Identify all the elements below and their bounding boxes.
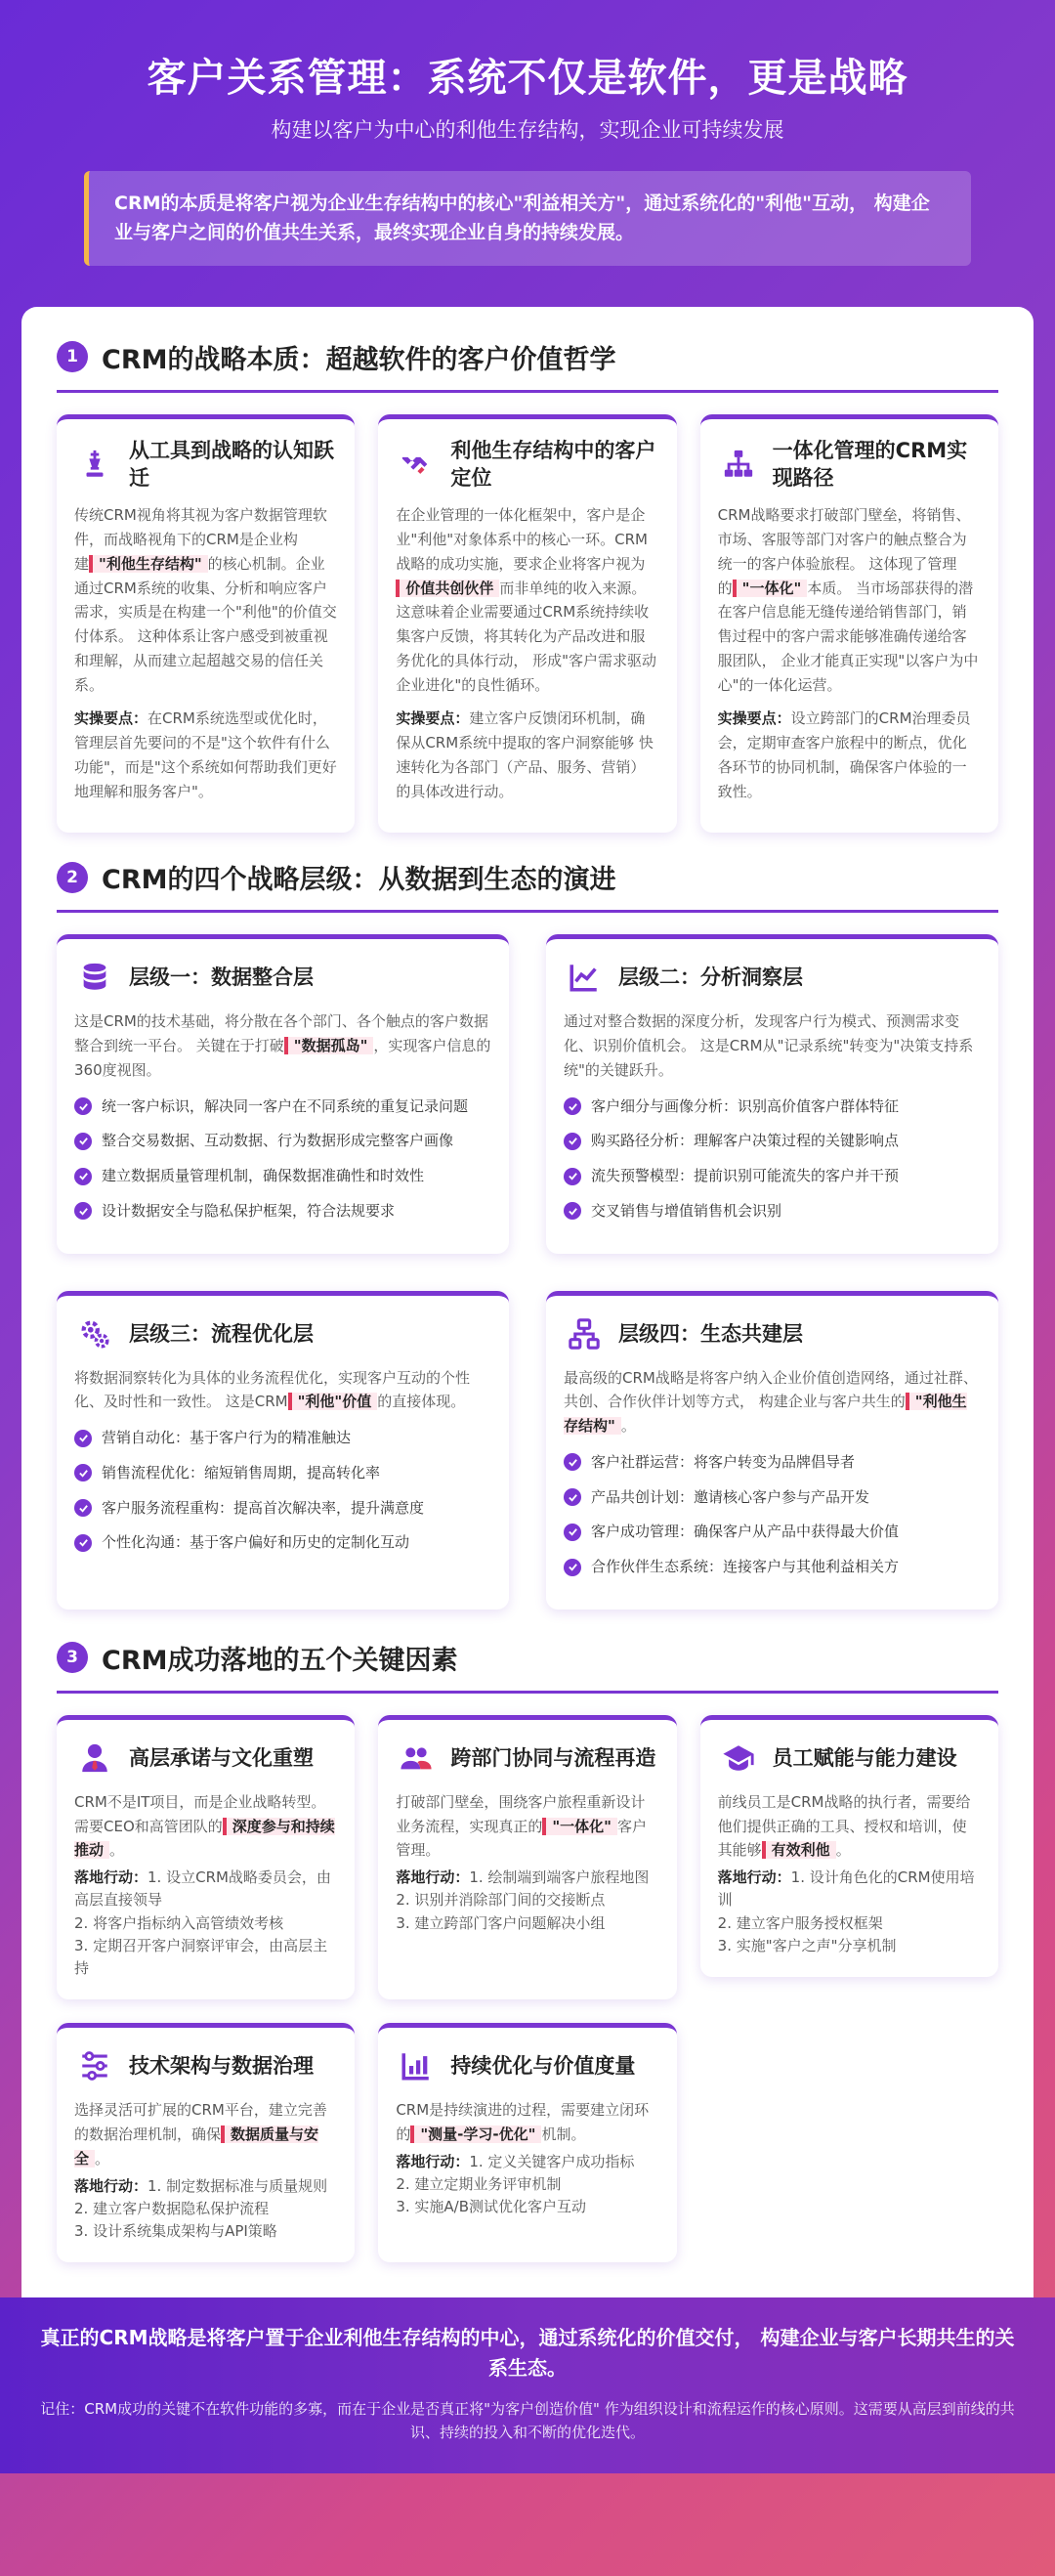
footer-headline: 真正的CRM战略是将客户置于企业利他生存结构的中心，通过系统化的价值交付， 构建企业与客户长期共生的关系生态。 <box>40 2326 1015 2381</box>
section-heading: CRM成功落地的五个关键因素 <box>102 1645 458 1676</box>
card-title: 层级四：生态共建层 <box>618 1321 803 1346</box>
key-point: 实操要点：设立跨部门的CRM治理委员会，定期审查客户旅程中的断点，优化各环节的协同机制，确保客户体验的一致性。 <box>717 709 971 800</box>
check-list <box>74 1095 491 1224</box>
card-text: 将数据洞察转化为具体的业务流程优化，实现客户互动的个性化、及时性和一致性。 这是CRM "利他"价值 的直接体现。 <box>74 1368 471 1411</box>
chart-line-icon <box>564 957 605 998</box>
card-title: 高层承诺与文化重塑 <box>129 1745 314 1770</box>
check-list <box>564 1095 981 1224</box>
action-steps: 落地行动：1. 绘制端到端客户旅程地图 2. 识别并消除部门间的交接断点 3. 建立跨部门客户问题解决小组 <box>396 1868 650 1932</box>
highlight: "一体化" <box>733 580 808 597</box>
section-2-title <box>57 858 998 913</box>
card-text: 前线员工是CRM战略的执行者，需要给他们提供正确的工具、授权和培训，使其能够 有效利他 。 <box>717 1792 971 1860</box>
handshake-icon <box>396 444 437 485</box>
page-title: 客户关系管理：系统不仅是软件，更是战略 <box>147 56 908 101</box>
check-icon <box>564 1453 581 1471</box>
sitemap-icon <box>564 1313 605 1354</box>
chess-icon <box>74 444 115 485</box>
list-item: 交叉销售与增值销售机会识别 <box>564 1199 981 1224</box>
card-title: 从工具到战略的认知跃迁 <box>129 438 334 491</box>
card-text: 打破部门壁垒，围绕客户旅程重新设计业务流程，实现真正的 "一体化" 客户管理。 <box>396 1792 647 1860</box>
section-number: 3 <box>57 1642 88 1673</box>
card-title: 一体化管理的CRM实现路径 <box>772 438 968 491</box>
list-item: 营销自动化：基于客户行为的精准触达 <box>74 1426 491 1450</box>
check-icon <box>564 1559 581 1576</box>
level-card <box>546 1291 998 1610</box>
section-1-cards <box>57 414 998 834</box>
card-title: 层级一：数据整合层 <box>129 966 314 990</box>
highlight: 价值共创伙伴 <box>396 580 499 597</box>
list-item: 统一客户标识，解决同一客户在不同系统的重复记录问题 <box>74 1095 491 1119</box>
check-icon <box>74 1097 92 1115</box>
card-text: 这是CRM的技术基础，将分散在各个部门、各个触点的客户数据整合到统一平台。 关键在于打破 "数据孤岛" ，实现客户信息的360度视图。 <box>74 1012 491 1079</box>
hierarchy-icon <box>718 444 759 485</box>
check-icon <box>564 1202 581 1220</box>
factor-card <box>378 1715 676 2000</box>
list-item: 个性化沟通：基于客户偏好和历史的定制化互动 <box>74 1530 491 1555</box>
card-title: 员工赋能与能力建设 <box>772 1745 957 1770</box>
highlight: "数据孤岛" <box>284 1037 374 1054</box>
card-title: 层级三：流程优化层 <box>129 1321 314 1346</box>
list-item: 客户服务流程重构：提高首次解决率，提升满意度 <box>74 1496 491 1521</box>
check-icon <box>74 1534 92 1552</box>
key-point: 实操要点：建立客户反馈闭环机制，确保从CRM系统中提取的客户洞察能够 快速转化为各部门（产品、服务、营销）的具体改进行动。 <box>396 709 654 800</box>
card-text: CRM是持续演进的过程，需要建立闭环的 "测量-学习-优化" 机制。 <box>396 2101 650 2144</box>
check-icon <box>564 1133 581 1150</box>
hero <box>21 20 1034 287</box>
list-item: 购买路径分析：理解客户决策过程的关键影响点 <box>564 1129 981 1153</box>
footer <box>0 2297 1055 2473</box>
check-icon <box>74 1133 92 1150</box>
section-3-title <box>57 1639 998 1694</box>
strategy-card <box>57 414 355 834</box>
check-icon <box>74 1430 92 1447</box>
list-item: 客户成功管理：确保客户从产品中获得最大价值 <box>564 1520 981 1544</box>
strategy-card <box>700 414 998 834</box>
database-icon <box>74 957 115 998</box>
card-title: 持续优化与价值度量 <box>450 2054 636 2079</box>
chart-bar-icon <box>396 2045 437 2086</box>
list-item: 客户细分与画像分析：识别高价值客户群体特征 <box>564 1095 981 1119</box>
action-steps: 落地行动：1. 设立CRM战略委员会，由高层直接领导 2. 将客户指标纳入高管绩效考核 3. 定期召开客户洞察评审会，由高层主持 <box>74 1868 331 1978</box>
section-heading: CRM的四个战略层级：从数据到生态的演进 <box>102 865 616 896</box>
list-item: 合作伙伴生态系统：连接客户与其他利益相关方 <box>564 1555 981 1579</box>
highlight: "利他生存结构" <box>564 1393 967 1436</box>
section-1-title <box>57 338 998 393</box>
user-tie-icon <box>74 1738 115 1779</box>
list-item: 客户社群运营：将客户转变为品牌倡导者 <box>564 1450 981 1475</box>
page-subtitle: 构建以客户为中心的利他生存结构，实现企业可持续发展 <box>271 118 784 142</box>
check-icon <box>74 1168 92 1185</box>
users-icon <box>396 1738 437 1779</box>
list-item: 建立数据质量管理机制，确保数据准确性和时效性 <box>74 1164 491 1188</box>
section-number: 1 <box>57 341 88 372</box>
list-item: 销售流程优化：缩短销售周期，提高转化率 <box>74 1461 491 1485</box>
card-text: CRM战略要求打破部门壁垒，将销售、市场、客服等部门对客户的触点整合为统一的客户体验旅程。 这体现了管理的 "一体化" 本质。 当市场部获得的潜在客户信息能无缝传递给销售部门，销售过程中的客户需求能够准确传递给客服团队， 企业才能真正实现"以客户为中心"的一体化运营。 <box>717 506 979 694</box>
check-icon <box>74 1499 92 1517</box>
intro-quote: CRM的本质是将客户视为企业生存结构中的核心"利益相关方"，通过系统化的"利他"互动， 构建企业与客户之间的价值共生关系，最终实现企业自身的持续发展。 <box>84 171 971 266</box>
highlight: 数据质量与安全 <box>74 2125 319 2168</box>
highlight: "利他"价值 <box>288 1393 378 1410</box>
card-text: 在企业管理的一体化框架中，客户是企业"利他"对象体系中的核心一环。CRM战略的成功实施，要求企业将客户视为价值共创伙伴 而非单纯的收入来源。 这意味着企业需要通过CRM系统持续收集客户反馈，将其转化为产品改进和服务优化的具体行动， 形成"客户需求驱动企业进化"的良性循环。 <box>396 506 656 694</box>
list-item: 整合交易数据、互动数据、行为数据形成完整客户画像 <box>74 1129 491 1153</box>
check-list <box>74 1426 491 1555</box>
gears-icon <box>74 1313 115 1354</box>
check-icon <box>74 1202 92 1220</box>
card-title: 跨部门协同与流程再造 <box>450 1745 656 1770</box>
check-icon <box>74 1464 92 1481</box>
card-text: 选择灵活可扩展的CRM平台，建立完善的数据治理机制，确保 数据质量与安全 。 <box>74 2101 327 2168</box>
check-list <box>564 1450 981 1579</box>
list-item: 流失预警模型：提前识别可能流失的客户并干预 <box>564 1164 981 1188</box>
check-icon <box>564 1097 581 1115</box>
card-text: 通过对整合数据的深度分析，发现客户行为模式、预测需求变化、识别价值机会。 这是CRM从"记录系统"转变为"决策支持系统"的关键跃升。 <box>564 1012 974 1079</box>
card-title: 利他生存结构中的客户定位 <box>450 438 656 491</box>
highlight: 有效利他 <box>762 1841 836 1859</box>
level-card <box>57 1291 509 1610</box>
level-card <box>57 934 509 1253</box>
factor-card <box>378 2023 676 2262</box>
action-steps: 落地行动：1. 定义关键客户成功指标 2. 建立定期业务评审机制 3. 实施A/B测试优化客户互动 <box>396 2152 635 2216</box>
main-content <box>21 307 1034 2298</box>
highlight: "测量-学习-优化" <box>410 2125 541 2143</box>
card-text: 传统CRM视角将其视为客户数据管理软件，而战略视角下的CRM是企业构建 "利他生存结构" 的核心机制。企业通过CRM系统的收集、分析和响应客户需求，实质是在构建一个"利他"的价值交付体系。 这种体系让客户感受到被重视和理解，从而建立起超越交易的信任关系。 <box>74 506 337 694</box>
graduation-cap-icon <box>718 1738 759 1779</box>
highlight: "利他生存结构" <box>89 555 208 573</box>
check-icon <box>564 1168 581 1185</box>
level-card <box>546 934 998 1253</box>
highlight: 深度参与和持续推动 <box>74 1817 335 1860</box>
section-heading: CRM的战略本质：超越软件的客户价值哲学 <box>102 344 616 375</box>
sliders-icon <box>74 2045 115 2086</box>
factor-card <box>57 1715 355 2000</box>
check-icon <box>564 1524 581 1541</box>
card-title: 技术架构与数据治理 <box>129 2054 314 2079</box>
check-icon <box>564 1488 581 1506</box>
factor-card <box>57 2023 355 2262</box>
action-steps: 落地行动：1. 设计角色化的CRM使用培训 2. 建立客户服务授权框架 3. 实施"客户之声"分享机制 <box>717 1868 975 1954</box>
footer-note: 记住：CRM成功的关键不在软件功能的多寡，而在于企业是否真正将"为客户创造价值" 作为组织设计和流程运作的核心原则。这需要从高层到前线的共识、持续的投入和不断的优化迭代。 <box>40 2400 1015 2442</box>
section-3-cards <box>57 1715 998 2263</box>
section-2-cards <box>57 934 998 1610</box>
card-title: 层级二：分析洞察层 <box>618 966 803 990</box>
list-item: 产品共创计划：邀请核心客户参与产品开发 <box>564 1485 981 1510</box>
key-point: 实操要点：在CRM系统选型或优化时，管理层首先要问的不是"这个软件有什么功能"，而是"这个系统如何帮助我们更好地理解和服务客户"。 <box>74 709 337 800</box>
section-number: 2 <box>57 862 88 893</box>
card-text: 最高级的CRM战略是将客户纳入企业价值创造网络，通过社群、共创、合作伙伴计划等方式， 构建企业与客户共生的 "利他生存结构" 。 <box>564 1368 978 1436</box>
strategy-card <box>378 414 676 834</box>
action-steps: 落地行动：1. 制定数据标准与质量规则 2. 建立客户数据隐私保护流程 3. 设计系统集成架构与API策略 <box>74 2176 328 2241</box>
list-item: 设计数据安全与隐私保护框架，符合法规要求 <box>74 1199 491 1224</box>
highlight: "一体化" <box>542 1818 617 1835</box>
card-text: CRM不是IT项目，而是企业战略转型。需要CEO和高管团队的 深度参与和持续推动 。 <box>74 1792 335 1860</box>
factor-card <box>700 1715 998 1977</box>
